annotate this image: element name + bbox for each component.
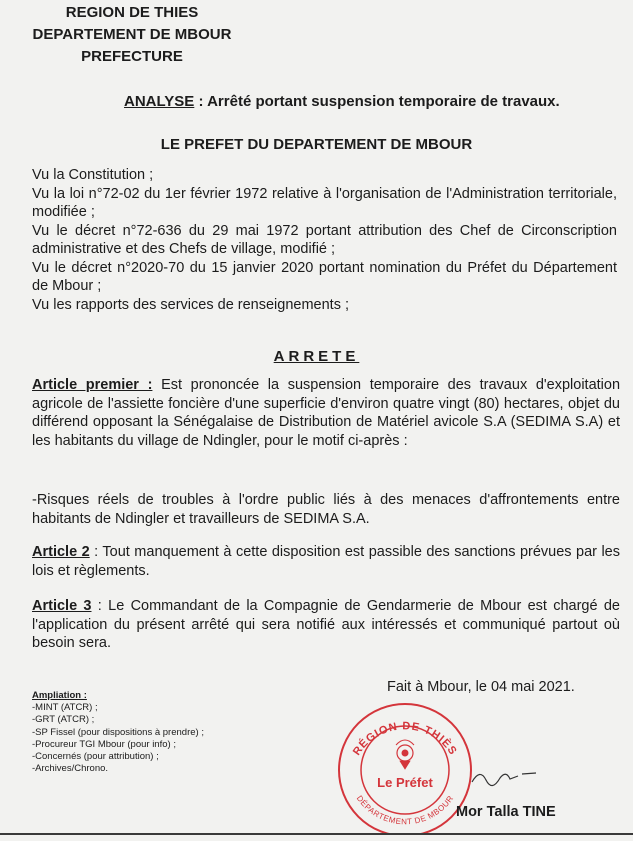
article-premier [32, 376, 620, 450]
motif-text: -Risques réels de troubles à l'ordre public liés à des menaces d'affrontements entre habitants de Ndingler et travailleurs de SEDIMA S.A. [32, 492, 620, 527]
stamp-center-text: Le Préfet [377, 775, 433, 790]
article-3 [32, 597, 620, 653]
visa-item: Vu la loi n°72-02 du 1er février 1972 relative à l'organisation de l'Administration territoriale, modifiée ; [32, 185, 617, 220]
visa-item: Vu la Constitution ; [32, 167, 154, 183]
fait-a-line: Fait à Mbour, le 04 mai 2021. [387, 679, 575, 695]
letterhead [22, 2, 242, 68]
header-departement: DEPARTEMENT DE MBOUR [32, 26, 232, 43]
analyse-text: Arrêté portant suspension temporaire de travaux. [207, 93, 560, 110]
ampliation-block [32, 690, 204, 775]
article-2-text: : Tout manquement à cette disposition est passible des sanctions prévues par les lois et règlements. [32, 544, 620, 579]
ampliation-item: -SP Fissel (pour dispositions à prendre) ; [32, 726, 204, 738]
coat-of-arms-icon [396, 740, 414, 769]
visa-item: Vu le décret n°2020-70 du 15 janvier 2020 portant nomination du Préfet du Département de Mbour ; [32, 259, 617, 294]
ampliation-item: -GRT (ATCR) ; [32, 714, 95, 726]
article-2 [32, 543, 620, 580]
signer-name: Mor Talla TINE [456, 804, 556, 820]
visa-item: Vu les rapports des services de renseignements ; [32, 296, 350, 313]
article-premier-text: Est prononcée la suspension temporaire des travaux d'exploitation agricole de l'assiette foncière d'une superficie d'environ quatre vingt (80) hectares, objet du différend opposant la Sénégalaise de Distribution de Matériel avicole S.A (SEDIMA S.A) et les habitants du village de Ndingler, pour le motif ci-après : [32, 377, 621, 449]
ampliation-item: -Concernés (pour attribution) ; [32, 751, 159, 763]
ampliation-item: -Procureur TGI Mbour (pour info) ; [32, 738, 176, 750]
prefet-title: LE PREFET DU DEPARTEMENT DE MBOUR [160, 136, 473, 153]
analyse-label: ANALYSE [124, 93, 195, 110]
signature-scribble [470, 760, 540, 790]
article-premier-label: Article premier : [32, 377, 153, 393]
analyse-line [124, 93, 560, 110]
header-prefecture: PREFECTURE [81, 48, 183, 65]
article-2-label: Article 2 [32, 544, 90, 560]
bottom-divider [0, 833, 633, 835]
article-3-text: : Le Commandant de la Compagnie de Gendarmerie de Mbour est chargé de l'application du présent arrêté qui sera notifié aux intéressés et communiqué partout où besoin sera. [32, 598, 620, 651]
ampliation-item: -Archives/Chrono. [32, 763, 109, 775]
header-region: REGION DE THIES [65, 4, 199, 21]
svg-text:DÉPARTEMENT DE MBOUR [355, 794, 456, 826]
article-3-label: Article 3 [32, 598, 92, 614]
ampliation-title: Ampliation : [32, 690, 87, 701]
article-premier-motif [32, 491, 620, 528]
analyse-colon: : [194, 93, 208, 110]
stamp-ring-top-text: RÉGION DE THIÈS [350, 720, 460, 758]
visas-block [32, 166, 617, 314]
stamp-ring-bottom-text: DÉPARTEMENT DE MBOUR [354, 793, 456, 827]
ampliation-item: -MINT (ATCR) ; [32, 702, 98, 714]
visa-item: Vu le décret n°72-636 du 29 mai 1972 portant attribution des Chef de Circonscription administrative et des Chefs de village, modifié ; [32, 222, 617, 257]
arrete-title: ARRETE [273, 348, 360, 365]
